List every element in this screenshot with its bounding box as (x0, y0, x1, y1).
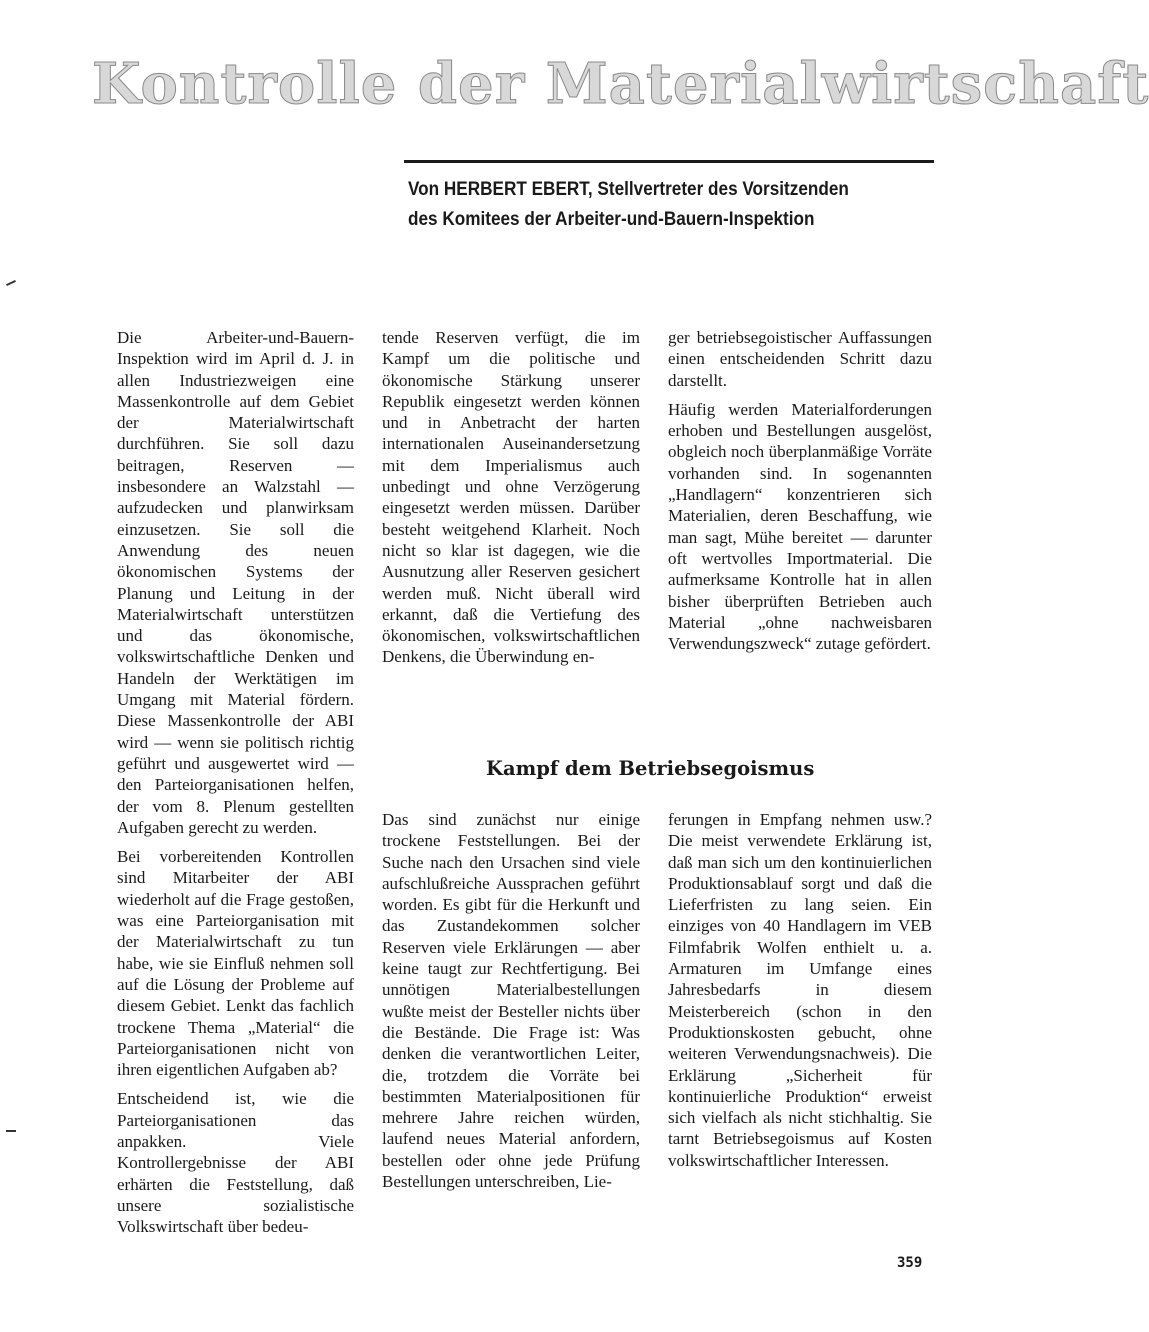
byline-line-1: Von HERBERT EBERT, Stellvertreter des Vorsitzenden (408, 178, 849, 200)
column-2-top (382, 327, 640, 676)
column-3-bottom (668, 809, 932, 1179)
column-2-bottom (382, 809, 640, 1200)
byline (408, 174, 874, 234)
paragraph: Bei vorbereitenden Kontrollen sind Mitarbeiter der ABI wiederholt auf die Frage gestoßen, was eine Parteiorganisation mit der Materialwirtschaft zu tun habe, wie sie Einfluß nehmen soll auf die Lösung der Probleme auf diesem Gebiet. Lenkt das fachlich trockene Thema „Material“ die Parteiorganisationen nicht von ihren eigentlichen Aufgaben ab? (117, 847, 354, 1080)
paragraph: Entscheidend ist, wie die Parteiorganisationen das anpakken. Viele Kontrollergebnisse der ABI erhärten die Feststellung, daß unsere sozialistische Volkswirtschaft über bedeu- (117, 1089, 354, 1237)
paragraph: Das sind zunächst nur einige trockene Feststellungen. Bei der Suche nach den Ursachen sind viele aufschlußreiche Aussprachen geführt worden. Es gibt für die Herkunft und das Zustandekommen solcher Reserven viele Erklärungen — aber keine taugt zur Rechtfertigung. Bei unnötigen Materialbestellungen wußte meist der Besteller nichts über die Bestände. Die Frage ist: Was denken die verantwortlichen Leiter, die, trotzdem die Vorräte bei bestimmten Materialpositionen für mehrere Jahre reichen würden, laufend neues Material anfordern, bestellen oder ohne jede Prüfung Bestellungen unterschreiben, Lie- (382, 810, 640, 1192)
subheading: Kampf dem Betriebsegoismus (486, 757, 815, 780)
paragraph: tende Reserven verfügt, die im Kampf um die politische und ökonomische Stärkung unserer Republik eingesetzt werden können und in Anbetracht der harten internationalen Auseinandersetzung mit dem Imperialismus auch unbedingt und ohne Verzögerung eingesetzt werden müssen. Darüber besteht weitgehend Klarheit. Noch nicht so klar ist dagegen, wie die Ausnutzung aller Reserven gesichert werden muß. Nicht überall wird erkannt, daß die Vertiefung des ökonomischen, volkswirtschaftlichen Denkens, die Überwindung en- (382, 328, 640, 667)
scan-mark (6, 1130, 16, 1132)
byline-line-2: des Komitees der Arbeiter-und-Bauern-Inspektion (408, 208, 815, 230)
page-number: 359 (897, 1255, 923, 1271)
byline-rule (404, 160, 934, 163)
paragraph: Häufig werden Materialforderungen erhoben und Bestellungen ausgelöst, obgleich noch überplanmäßige Vorräte vorhanden sind. In sogenannten „Handlagern“ konzentrieren sich Materialien, deren Beschaffung, wie man sagt, Mühe bereitet — darunter oft wertvolles Importmaterial. Die aufmerksame Kontrolle hat in allen bisher überprüften Betrieben auch Material „ohne nachweisbaren Verwendungszweck“ zutage gefördert. (668, 399, 932, 654)
paragraph: ger betriebsegoistischer Auffassungen einen entscheidenden Schritt dazu darstellt. (668, 328, 932, 390)
article-title: Kontrolle der Materialwirtschaft (92, 51, 1149, 117)
paragraph: ferungen in Empfang nehmen usw.? Die meist verwendete Erklärung ist, daß man sich um den kontinuierlichen Produktionsablauf sorgt und daß die Lieferfristen zu lang seien. Ein einziges von 40 Handlagern im VEB Filmfabrik Wolfen enthielt u. a. Armaturen im Umfange eines Jahresbedarfs in diesem Meisterbereich (schon in den Produktionskosten gebucht, ohne weiteren Verwendungsnachweis). Die Erklärung „Sicherheit für kontinuierliche Produktion“ erweist sich vielfach als nicht stichhaltig. Sie tarnt Betriebsegoismus auf Kosten volkswirtschaftlicher Interessen. (668, 810, 932, 1170)
paragraph: Die Arbeiter-und-Bauern-Inspektion wird im April d. J. in allen Industriezweigen eine Massenkontrolle auf dem Gebiet der Materialwirtschaft durchführen. Sie soll dazu beitragen, Reserven — insbesondere an Walzstahl — aufzudecken und planwirksam einzusetzen. Sie soll die Anwendung des neuen ökonomischen Systems der Planung und Leitung in der Materialwirtschaft unterstützen und das ökonomische, volkswirtschaftliche Denken und Handeln der Werktätigen im Umgang mit Material fördern. Diese Massenkontrolle der ABI wird — wenn sie politisch richtig geführt und ausgewertet wird — den Parteiorganisationen helfen, der vom 8. Plenum gestellten Aufgaben gerecht zu werden. (117, 328, 354, 837)
column-3-top (668, 327, 932, 662)
column-1 (117, 327, 354, 1245)
scan-mark (6, 280, 16, 286)
